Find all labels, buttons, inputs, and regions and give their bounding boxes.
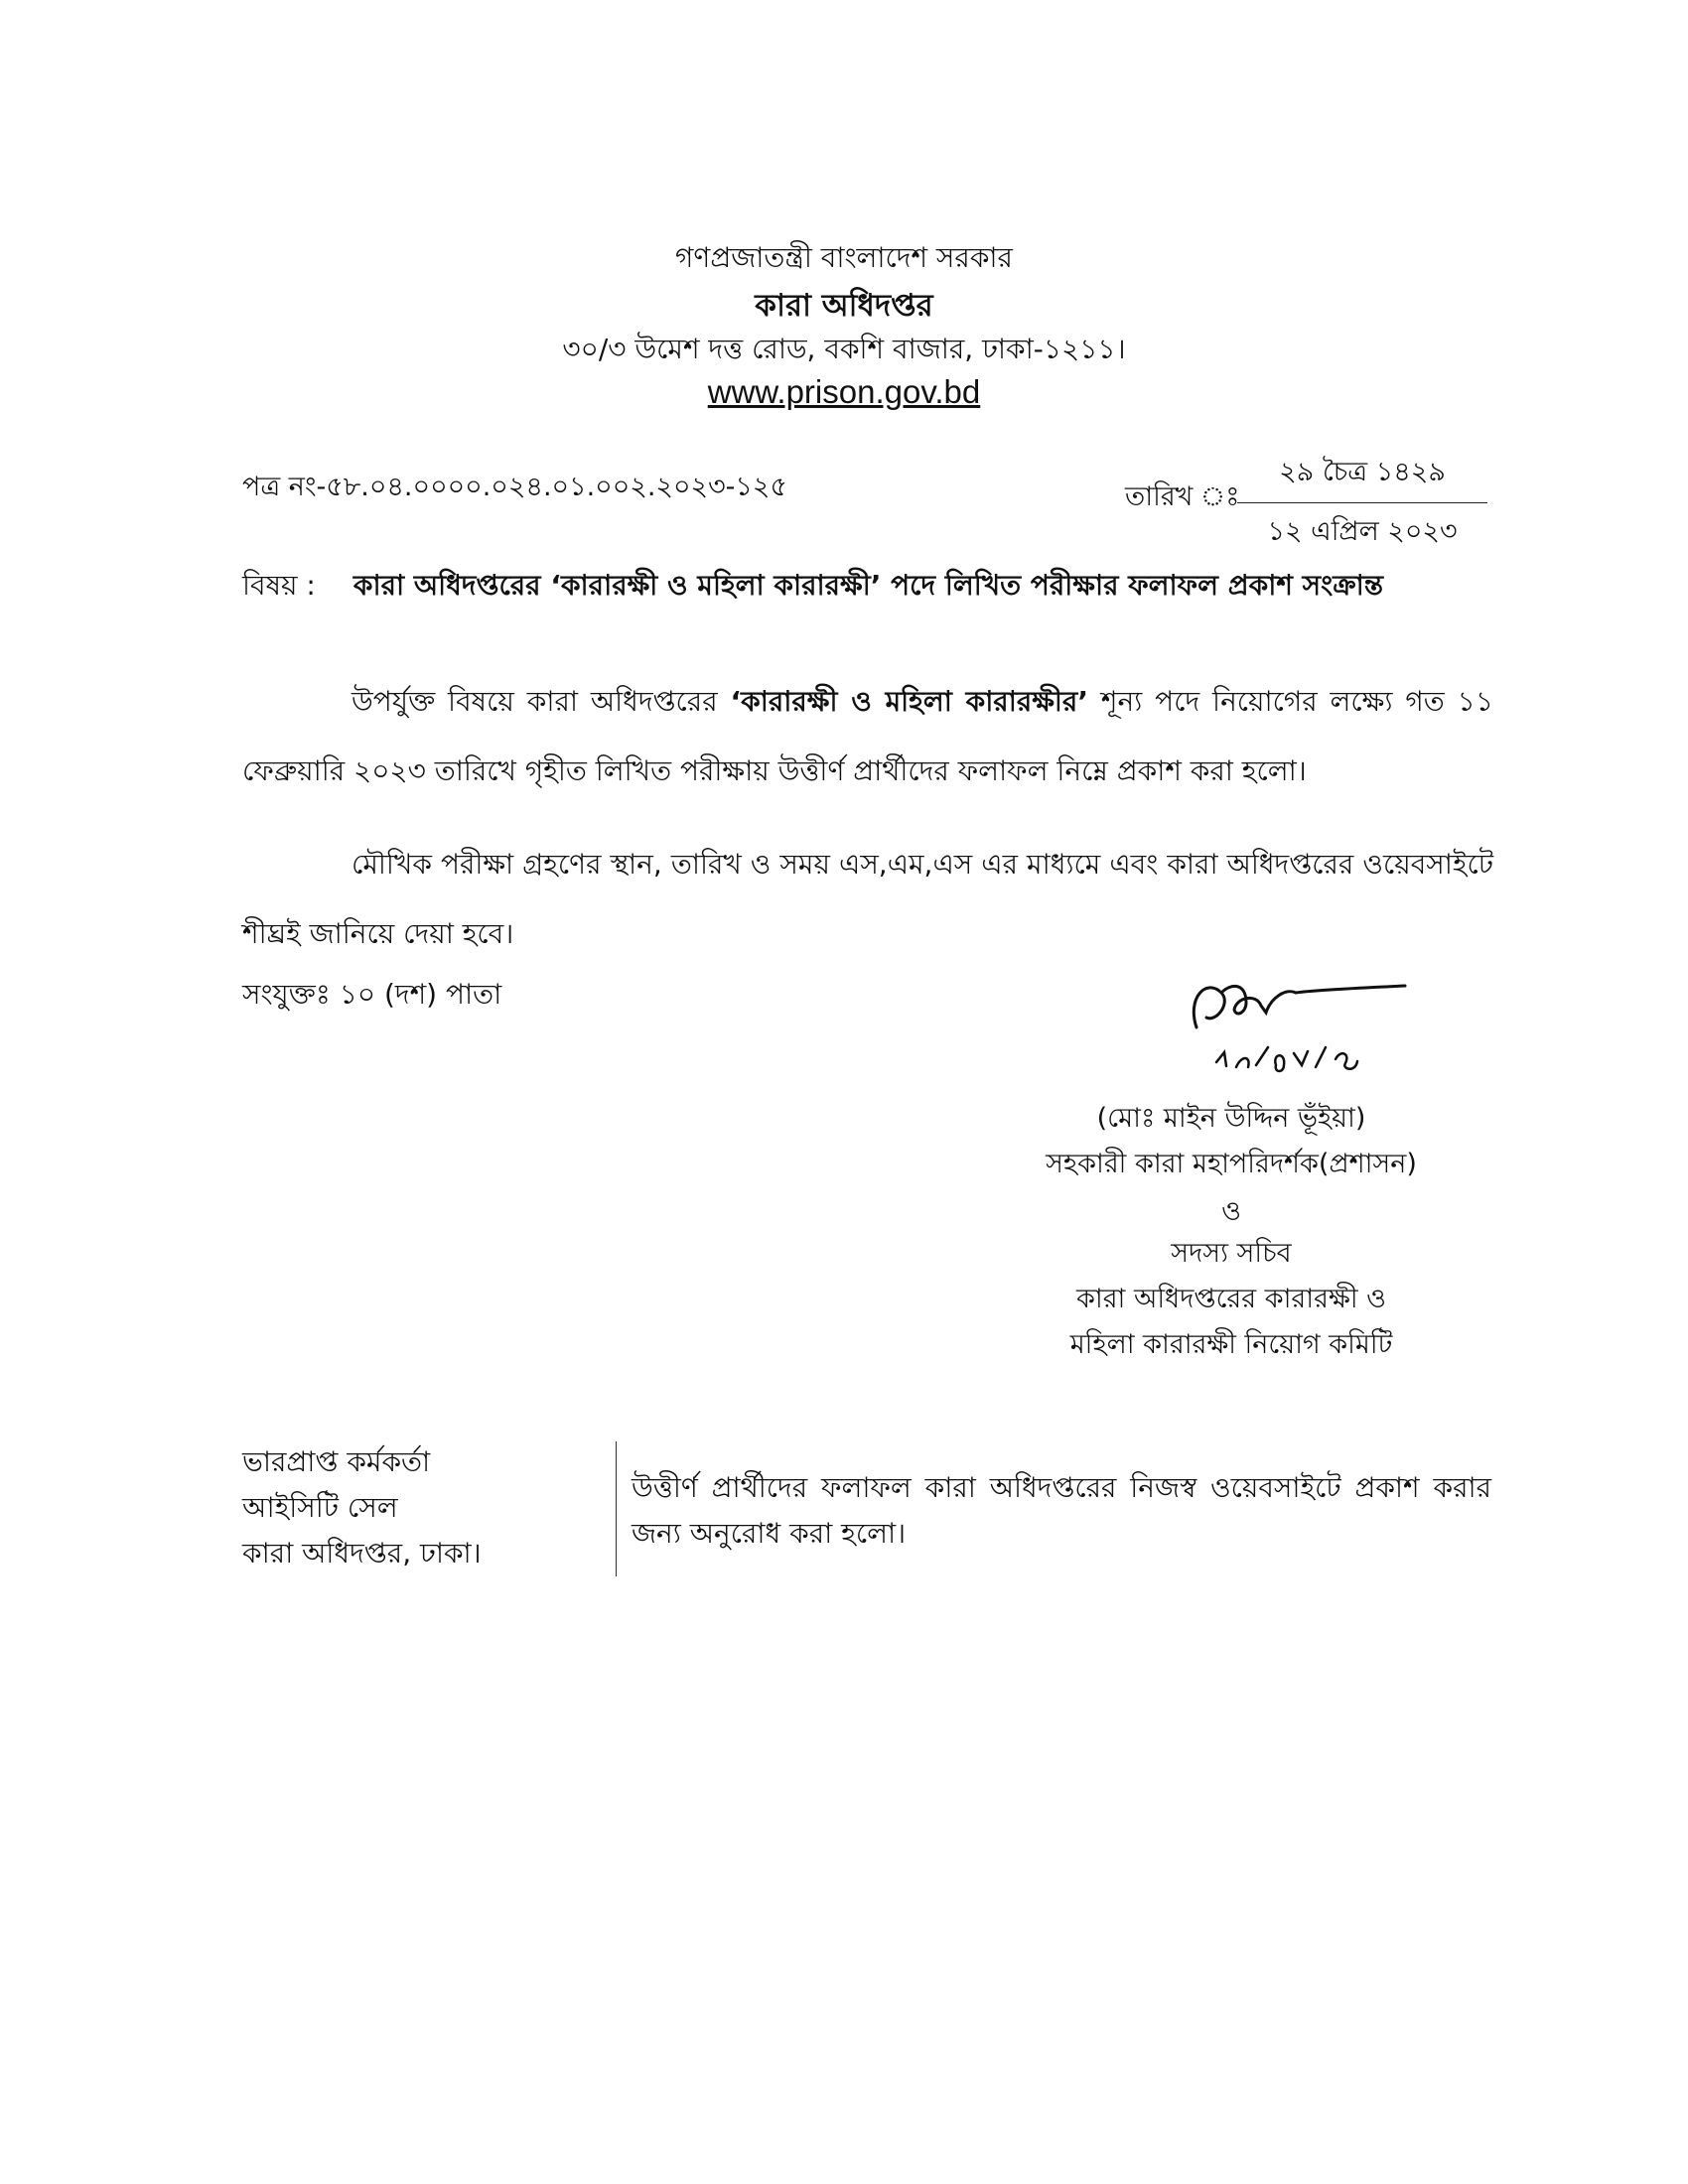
memo-number: পত্র নং-৫৮.০৪.০০০০.০২৪.০১.০০২.২০২৩-১২৫ [242, 472, 787, 502]
para1-bold: ‘কারারক্ষী ও মহিলা কারারক্ষীর’ [730, 685, 1088, 718]
recipient-divider [616, 1441, 617, 1576]
committee-line-1: কারা অধিদপ্তরের কারারক্ষী ও [1075, 1284, 1387, 1314]
website-link[interactable]: www.prison.gov.bd [707, 373, 981, 410]
signatory-designation: সহকারী কারা মহাপরিদর্শক(প্রশাসন) [1046, 1149, 1417, 1179]
signatory-name: (মোঃ মাইন উদ্দিন ভূঁইয়া) [1096, 1103, 1366, 1134]
subject-line [242, 564, 1383, 611]
department-title: কারা অধিদপ্তর [755, 288, 933, 324]
recipient-line-2: আইসিটি সেল [242, 1491, 398, 1524]
para1-post: শূন্য পদে নিয়োগের লক্ষ্যে গত ১১ ফেব্রুয়ারি ২০২৩ তারিখে গৃহীত লিখিত পরীক্ষায় উত্তীর্ণ প্রার্থীদের ফলাফল নিম্নে প্রকাশ করা হলো। [242, 685, 1493, 787]
para1-pre: উপর্যুক্ত বিষয়ে কারা অধিদপ্তরের [352, 685, 731, 718]
committee-line-2: মহিলা কারারক্ষী নিয়োগ কমিটি [1069, 1329, 1393, 1360]
date-label: তারিখ ঃ [1125, 481, 1240, 512]
body-paragraph-2 [242, 830, 1493, 969]
handwritten-signature [1177, 968, 1415, 1082]
subject-label: বিষয় : [242, 569, 316, 602]
english-date: ১২ এপ্রিল ২০২৩ [1267, 516, 1458, 547]
para2-text: মৌখিক পরীক্ষা গ্রহণের স্থান, তারিখ ও সময় এস,এম,এস এর মাধ্যমে এবং কারা অধিদপ্তরের ওয়েবসাইটে শীঘ্রই জানিয়ে দেয়া হবে। [242, 848, 1493, 950]
signatory-role: সদস্য সচিব [1171, 1238, 1292, 1269]
attachment-note: সংযুক্তঃ ১০ (দশ) পাতা [242, 978, 502, 1011]
body-paragraph-1 [242, 667, 1493, 806]
signatory-conjunction: ও [1221, 1196, 1241, 1227]
request-note: উত্তীর্ণ প্রার্থীদের ফলাফল কারা অধিদপ্তরের নিজস্ব ওয়েবসাইটে প্রকাশ করার জন্য অনুরোধ করা হলো। [632, 1471, 1491, 1550]
department-address: ৩০/৩ উমেশ দত্ত রোড, বকশি বাজার, ঢাকা-১২১১। [562, 333, 1126, 365]
recipient-block [242, 1439, 482, 1576]
recipient-line-1: ভারপ্রাপ্ত কর্মকর্তা [242, 1445, 431, 1478]
government-title: গণপ্রজাতন্ত্রী বাংলাদেশ সরকার [675, 241, 1013, 274]
recipient-line-3: কারা অধিদপ্তর, ঢাকা। [242, 1537, 482, 1570]
bangla-date: ২৯ চৈত্র ১৪২৯ [1279, 457, 1446, 487]
date-block [1237, 452, 1487, 556]
date-divider [1237, 502, 1487, 503]
subject-text: কারা অধিদপ্তরের ‘কারারক্ষী ও মহিলা কারারক্ষী’ পদে লিখিত পরীক্ষার ফলাফল প্রকাশ সংক্রান্ত [352, 569, 1384, 602]
